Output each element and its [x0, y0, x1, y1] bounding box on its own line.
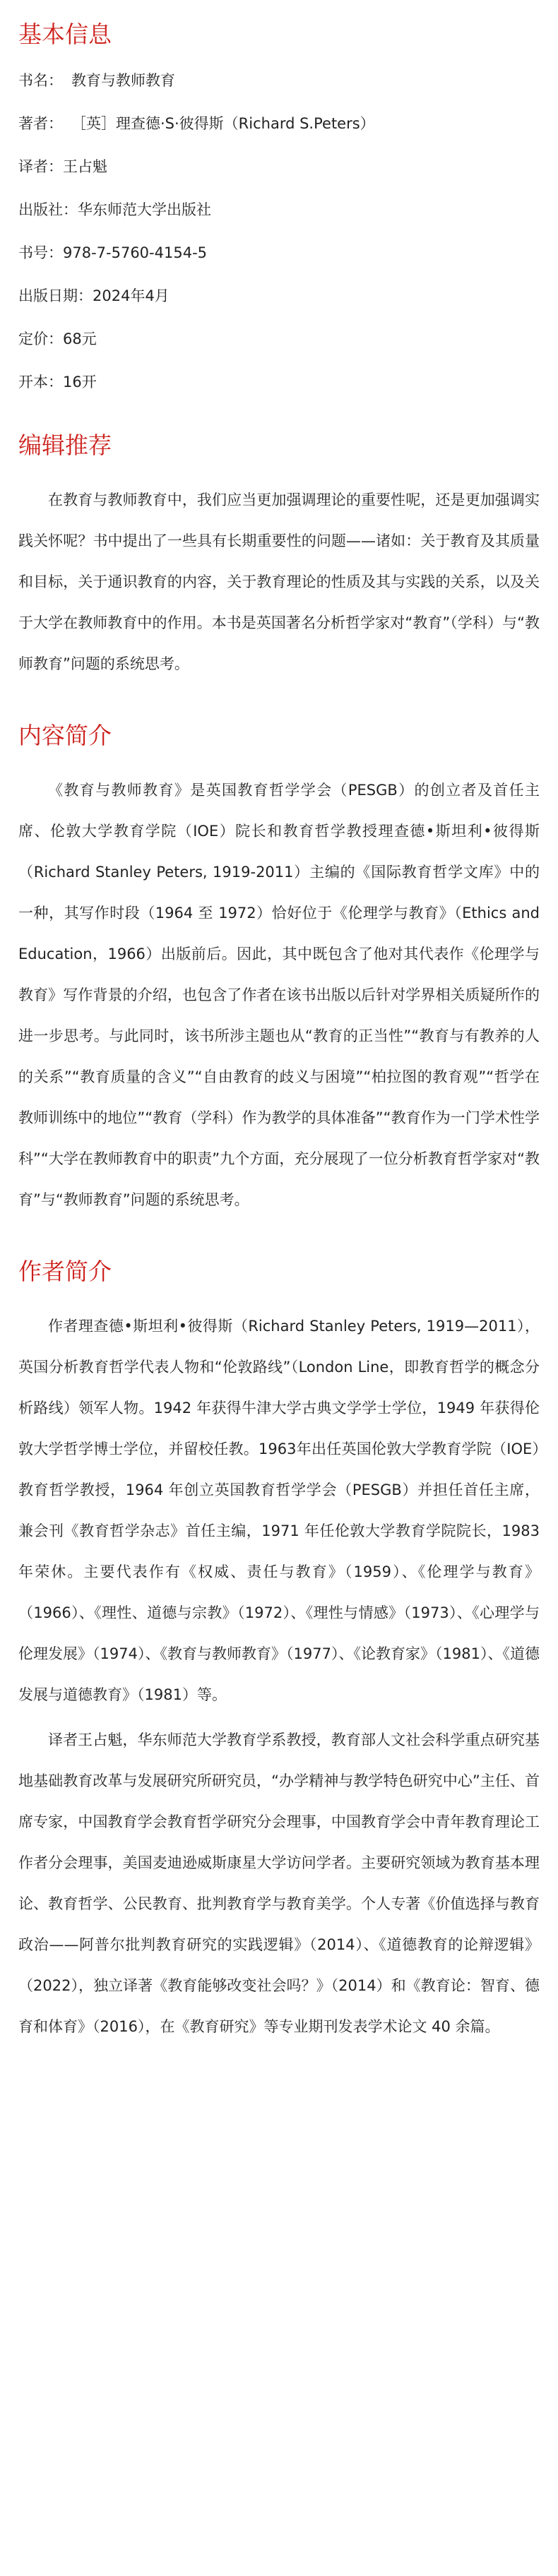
author-intro-section	[18, 1257, 540, 2047]
info-value: 华东师范大学出版社	[78, 201, 211, 218]
info-value: 16开	[63, 373, 97, 390]
section-title-editor-recommendation: 编辑推荐	[18, 431, 112, 459]
content-summary-paragraph: 《教育与教师教育》是英国教育哲学学会（PESGB）的创立者及首任主席、伦敦大学教育学院（IOE）院长和教育哲学教授理查德•斯坦利•彼得斯（Richard Stanley Peters, 1919-2011）主编的《国际教育哲学文库》中的一种，其写作时段（1964 至 1972）恰好位于《伦理学与教育》（Ethics and Education，1966）出版前后。因此，其中既包含了他对其代表作《伦理学与教育》写作背景的介绍，也包含了作者在该书出版以后针对学界相关质疑所作的进一步思考。与此同时，该书所涉主题也从“教育的正当性”“教育与有教养的人的关系”“教育质量的含义”“自由教育的歧义与困境”“柏拉图的教育观”“哲学在教师训练中的地位”“教育（学科）作为教学的具体准备”“教育作为一门学术性学科”“大学在教师教育中的职责”九个方面，充分展现了一位分析教育哲学家对“教育”与“教师教育”问题的系统思考。	[18, 781, 540, 1208]
info-label: 著者：	[18, 114, 63, 132]
info-row-title	[18, 68, 540, 93]
info-value: ［英］理查德·S·彼得斯（Richard S.Peters）	[71, 114, 375, 132]
info-label: 出版日期：	[18, 287, 93, 304]
content-summary-section	[18, 721, 540, 1220]
info-value: 王占魁	[63, 157, 107, 175]
info-label: 书名：	[18, 71, 63, 89]
info-value: 2024年4月	[93, 287, 170, 304]
info-label: 书号：	[18, 244, 63, 261]
basic-info-list	[18, 68, 540, 394]
section-title-content-summary: 内容简介	[18, 721, 112, 749]
info-value: 978-7-5760-4154-5	[63, 244, 208, 261]
info-value: 教育与教师教育	[71, 71, 175, 89]
info-row-price	[18, 327, 540, 351]
info-row-publish-date	[18, 284, 540, 308]
info-row-author	[18, 112, 540, 136]
info-label: 译者：	[18, 157, 63, 175]
editor-recommendation-section	[18, 431, 540, 684]
info-label: 开本：	[18, 373, 63, 390]
section-title-basic-info: 基本信息	[18, 20, 112, 48]
info-row-isbn	[18, 241, 540, 265]
info-label: 定价：	[18, 330, 63, 347]
section-title-author-intro: 作者简介	[18, 1257, 112, 1285]
basic-info-section	[18, 20, 540, 394]
info-row-translator	[18, 155, 540, 179]
info-row-publisher	[18, 198, 540, 222]
info-row-format	[18, 370, 540, 394]
editor-recommendation-paragraph: 在教育与教师教育中，我们应当更加强调理论的重要性呢，还是更加强调实践关怀呢？书中提出了一些具有长期重要性的问题——诸如：关于教育及其质量和目标，关于通识教育的内容，关于教育理论的性质及其与实践的关系，以及关于大学在教师教育中的作用。本书是英国著名分析哲学家对“教育”（学科）与“教师教育”问题的系统思考。	[18, 491, 540, 672]
info-label: 出版社：	[18, 201, 78, 218]
author-bio-paragraph: 作者理查德•斯坦利•彼得斯（Richard Stanley Peters, 1919—2011），英国分析教育哲学代表人物和“伦敦路线”（London Line，即教育哲学的概念分析路线）领军人物。1942 年获得牛津大学古典文学学士学位，1949 年获得伦敦大学哲学博士学位，并留校任教。1963年出任英国伦敦大学教育学院（IOE）教育哲学教授，1964 年创立英国教育哲学学会（PESGB）并担任首任主席，兼会刊《教育哲学杂志》首任主编，1971 年任伦敦大学教育学院院长，1983 年荣休。主要代表作有《权威、责任与教育》（1959）、《伦理学与教育》（1966）、《理性、道德与宗教》（1972）、《理性与情感》（1973）、《心理学与伦理发展》（1974）、《教育与教师教育》（1977）、《论教育家》（1981）、《道德发展与道德教育》（1981）等。	[18, 1317, 540, 1703]
info-value: 68元	[63, 330, 97, 347]
translator-bio-paragraph: 译者王占魁，华东师范大学教育学系教授，教育部人文社会科学重点研究基地基础教育改革与发展研究所研究员，“办学精神与教学特色研究中心”主任、首席专家，中国教育学会教育哲学研究分会理事，中国教育学会中青年教育理论工作者分会理事，美国麦迪逊威斯康星大学访问学者。主要研究领域为教育基本理论、教育哲学、公民教育、批判教育学与教育美学。个人专著《价值选择与教育政治——阿普尔批判教育研究的实践逻辑》（2014）、《道德教育的论辩逻辑》（2022），独立译著《教育能够改变社会吗？》（2014）和《教育论：智育、德育和体育》（2016），在《教育研究》等专业期刊发表学术论文 40 余篇。	[18, 1731, 540, 2035]
